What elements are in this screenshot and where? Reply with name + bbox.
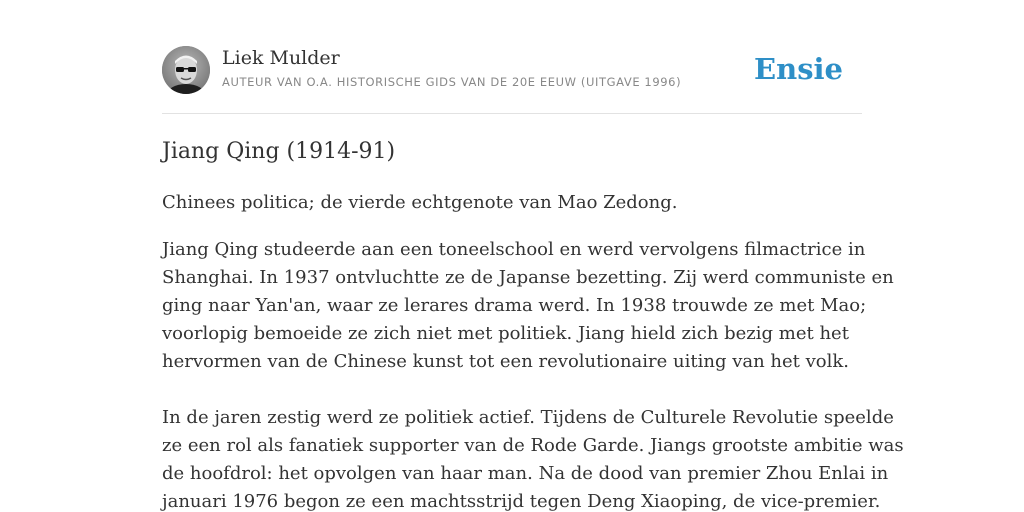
paragraph-gap [162, 376, 862, 404]
author-photo [162, 46, 210, 94]
article-title: Jiang Qing (1914-91) [162, 139, 396, 164]
paragraph-1-line: ging naar Yan'an, waar ze lerares drama werd. In 1938 trouwde ze met Mao; [162, 295, 867, 316]
author-description: AUTEUR VAN O.A. HISTORISCHE GIDS VAN DE 20E EEUW (UITGAVE 1996) [222, 75, 682, 89]
article-body [162, 189, 904, 512]
author-avatar[interactable] [162, 46, 210, 94]
brand-logo[interactable]: Ensie [754, 52, 843, 86]
paragraph-1-line: Jiang Qing studeerde aan een toneelschool en werd vervolgens filmactrice in [162, 239, 866, 260]
header-divider [162, 113, 862, 114]
paragraph-2-line: de hoofdrol: het opvolgen van haar man. Na de dood van premier Zhou Enlai in [162, 463, 889, 484]
paragraph-2-line: In de jaren zestig werd ze politiek actief. Tijdens de Culturele Revolutie speelde [162, 407, 894, 428]
paragraph-1-line: Shanghai. In 1937 ontvluchtte ze de Japanse bezetting. Zij werd communiste en [162, 267, 894, 288]
paragraph-1-line: hervormen van de Chinese kunst tot een revolutionaire uiting van het volk. [162, 351, 849, 372]
paragraph-2-line: januari 1976 begon ze een machtsstrijd tegen Deng Xiaoping, de vice-premier. [162, 491, 881, 512]
paragraph-2-line: ze een rol als fanatiek supporter van de Rode Garde. Jiangs grootste ambitie was [162, 435, 904, 456]
paragraph-1-line: voorlopig bemoeide ze zich niet met politiek. Jiang hield zich bezig met het [162, 323, 849, 344]
author-header [162, 46, 862, 96]
article-lead: Chinees politica; de vierde echtgenote van Mao Zedong. [162, 192, 678, 213]
author-name[interactable]: Liek Mulder [222, 47, 340, 69]
